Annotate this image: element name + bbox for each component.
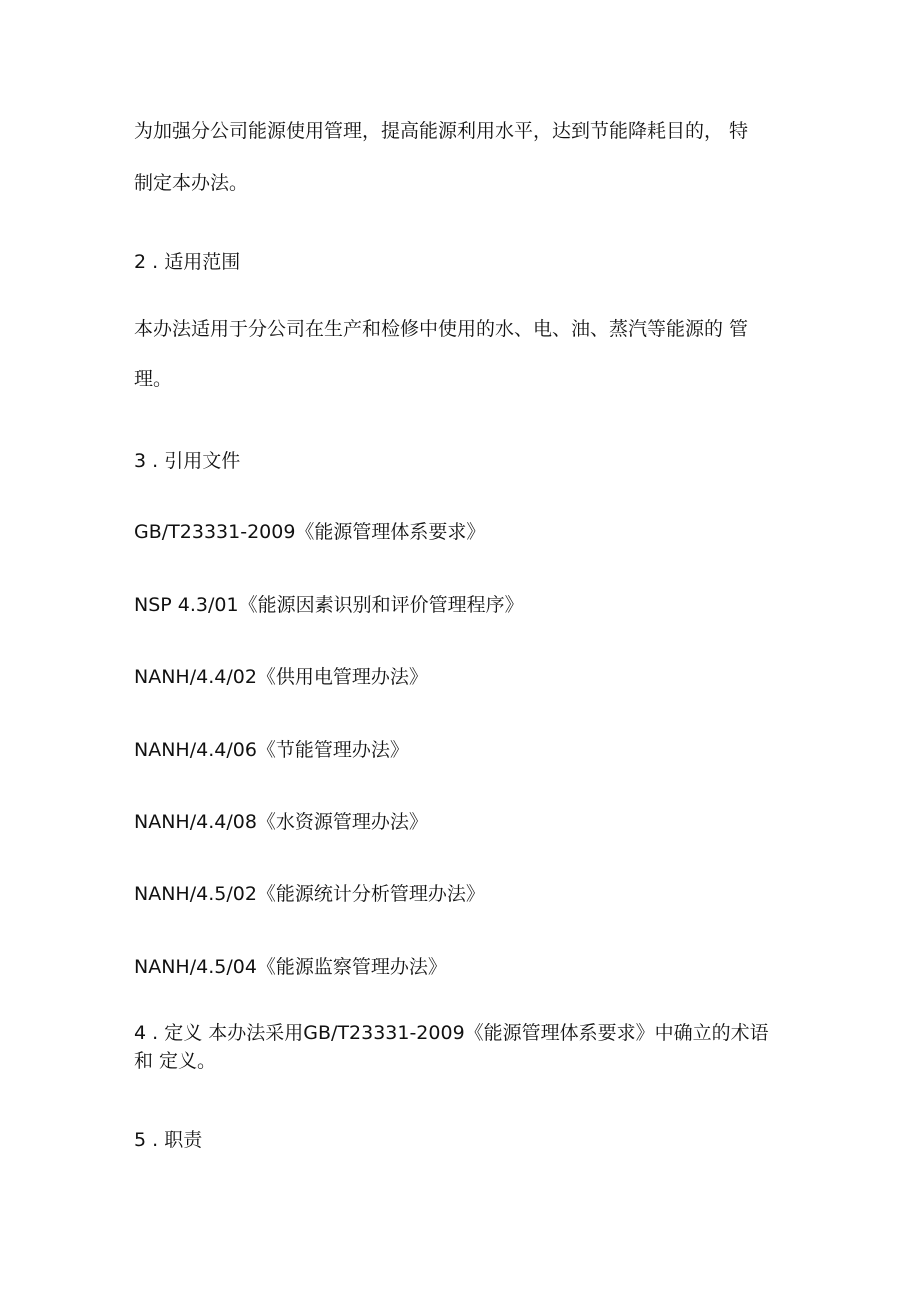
definitions-paragraph — [134, 1024, 794, 1084]
purpose-paragraph — [134, 122, 794, 202]
reference-item: NANH/4.4/08《水资源管理办法》 — [134, 811, 428, 833]
section-heading-references: 3 . 引用文件 — [134, 450, 241, 472]
purpose-line-1: 为加强分公司能源使用管理，提高能源利用水平，达到节能降耗目的， 特 — [134, 120, 749, 142]
reference-item: NANH/4.4/02《供用电管理办法》 — [134, 666, 428, 688]
scope-line-2: 理。 — [134, 368, 173, 390]
scope-paragraph — [134, 320, 794, 400]
reference-item: NANH/4.5/02《能源统计分析管理办法》 — [134, 883, 485, 905]
definitions-line-2: 和 定义。 — [134, 1050, 217, 1072]
reference-item: NANH/4.4/06《节能管理办法》 — [134, 739, 409, 761]
scope-line-1: 本办法适用于分公司在生产和检修中使用的水、电、油、蒸汽等能源的 管 — [134, 318, 749, 340]
section-heading-duties: 5 . 职责 — [134, 1129, 203, 1151]
reference-item: NSP 4.3/01《能源因素识别和评价管理程序》 — [134, 594, 524, 616]
definitions-line-1: 4 . 定义 本办法采用GB/T23331-2009《能源管理体系要求》中确立的术语 — [134, 1022, 769, 1044]
reference-item: GB/T23331-2009《能源管理体系要求》 — [134, 521, 486, 543]
purpose-line-2: 制定本办法。 — [134, 172, 249, 194]
section-heading-scope: 2 . 适用范围 — [134, 251, 241, 273]
reference-item: NANH/4.5/04《能源监察管理办法》 — [134, 956, 447, 978]
